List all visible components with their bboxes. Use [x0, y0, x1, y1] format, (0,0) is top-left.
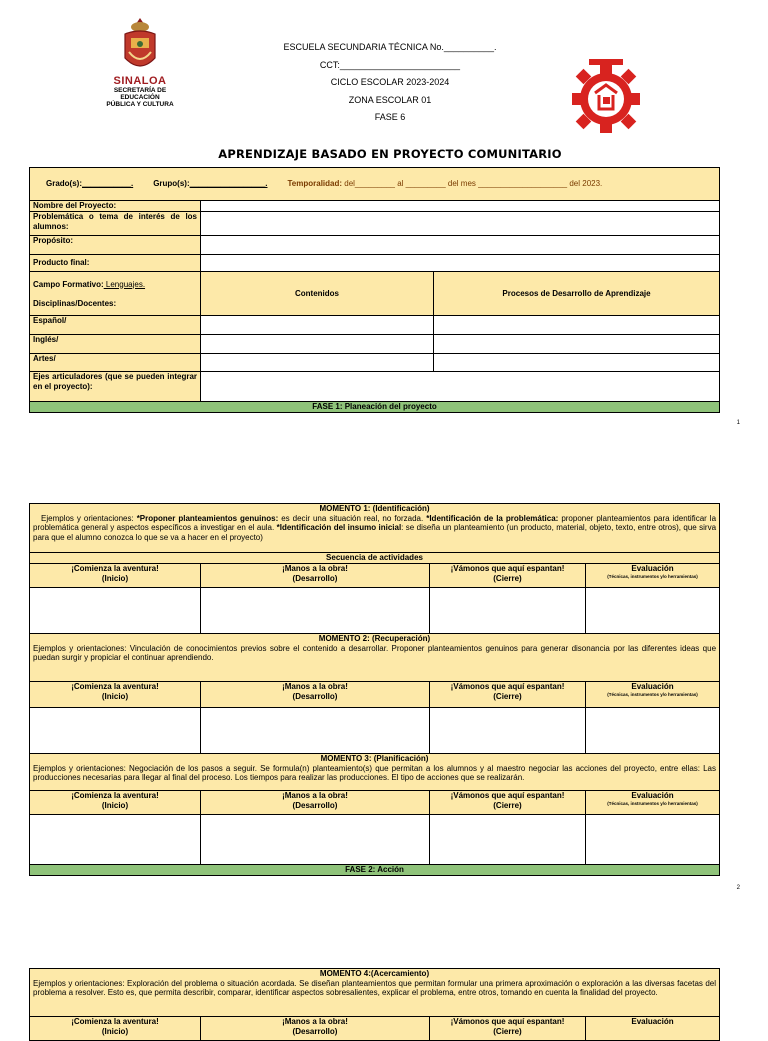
col-cierre-header: [430, 1017, 586, 1041]
fase2-bar: FASE 2: Acción: [30, 865, 720, 876]
page-number: 1: [736, 420, 740, 426]
inicio-line2: (Inicio): [101, 691, 129, 701]
page-number: 2: [736, 885, 740, 891]
col-cierre-header: [430, 564, 586, 588]
m2-desarrollo-field[interactable]: [201, 708, 430, 754]
temporalidad-label: Temporalidad:: [287, 179, 343, 189]
m1-text-4: : se diseña un planteamiento (un producto, material, objeto, texto, entre otros), que sirva para que el alumno conozca lo que se va a hacer en el proyecto): [33, 523, 717, 542]
momento4-block: [30, 969, 720, 1017]
col-desarrollo-header: [201, 1017, 430, 1041]
desarrollo-line2: (Desarrollo): [292, 800, 338, 810]
desarrollo-line1: ¡Manos a la obra!: [282, 1017, 348, 1026]
desarrollo-line1: ¡Manos a la obra!: [282, 564, 348, 573]
technical-school-gear-logo: [569, 55, 643, 139]
secuencia-header: Secuencia de actividades: [30, 553, 720, 564]
ingles-contenidos-field[interactable]: [201, 335, 434, 354]
m3-evaluacion-field[interactable]: [586, 815, 720, 865]
cierre-line1: ¡Vámonos que aquí espantan!: [450, 791, 565, 800]
desarrollo-line2: (Desarrollo): [292, 1026, 338, 1036]
momento3-block: [30, 754, 720, 791]
col-evaluacion-header: [586, 682, 720, 708]
momento4-title: MOMENTO 4:(Acercamiento): [319, 969, 430, 978]
cierre-line2: (Cierre): [493, 573, 522, 583]
momento2-text: Ejemplos y orientaciones: Vinculación de conocimientos previos sobre el contenido a desarrollar. Proponer planteamientos genuinos para generar disonancia por las diferentes ideas que puedan surgir y propiciar el continuar aprendiendo.: [33, 643, 717, 662]
grupo-label: Grupo(s):: [153, 179, 190, 189]
contenidos-header: Contenidos: [201, 272, 434, 316]
m1-text-3: proponer planteamientos para identificar la problemática general y aspectos específicos a investigar en el aula.: [33, 513, 717, 532]
disciplinas-label: Disciplinas/Docentes:: [33, 298, 117, 308]
sinaloa-logo-line3: PÚBLICA Y CULTURA: [106, 101, 174, 108]
momento2-title: MOMENTO 2: (Recuperación): [318, 634, 431, 643]
fase1-bar: FASE 1: Planeación del proyecto: [30, 402, 720, 413]
inicio-line1: ¡Comienza la aventura!: [71, 682, 159, 691]
m3-cierre-field[interactable]: [430, 815, 586, 865]
temporalidad-blanks: del_________ al _________ del mes ____________________ del 2023.: [342, 179, 603, 189]
grado-blank: ___________.: [82, 179, 134, 189]
final-product-field[interactable]: [201, 255, 720, 272]
artes-contenidos-field[interactable]: [201, 354, 434, 372]
inicio-line2: (Inicio): [101, 1026, 129, 1036]
problem-label: Problemática o tema de interés de los alumnos:: [30, 212, 201, 236]
artes-label: Artes/: [30, 354, 201, 372]
ingles-procesos-field[interactable]: [434, 335, 720, 354]
cierre-line1: ¡Vámonos que aquí espantan!: [450, 1017, 565, 1026]
m1-bold-3: *Identificación del insumo inicial: [276, 523, 402, 532]
procesos-header: Procesos de Desarrollo de Aprendizaje: [434, 272, 720, 316]
col-desarrollo-header: [201, 564, 430, 588]
grado-label: Grado(s):: [46, 179, 82, 189]
ejes-label: Ejes articuladores (que se pueden integrar en el proyecto):: [30, 372, 201, 402]
school-line: ESCUELA SECUNDARIA TÉCNICA No.__________.: [283, 42, 497, 52]
m1-bold-2: *Identificación de la problemática:: [426, 513, 559, 523]
desarrollo-line2: (Desarrollo): [292, 691, 338, 701]
grade-group-row: [30, 168, 720, 201]
espanol-procesos-field[interactable]: [434, 316, 720, 335]
momento3-title: MOMENTO 3: (Planificación): [320, 754, 429, 763]
espanol-contenidos-field[interactable]: [201, 316, 434, 335]
inicio-line2: (Inicio): [101, 800, 129, 810]
col-cierre-header: [430, 791, 586, 815]
evaluacion-subtitle: (Técnicas, instrumentos y/o herramientas): [607, 800, 698, 806]
cierre-line2: (Cierre): [493, 1026, 522, 1036]
inicio-line2: (Inicio): [101, 573, 129, 583]
m3-inicio-field[interactable]: [30, 815, 201, 865]
project-name-field[interactable]: [201, 201, 720, 212]
grupo-blank: _________________.: [189, 179, 268, 189]
page-title: APRENDIZAJE BASADO EN PROYECTO COMUNITARIO: [218, 147, 562, 161]
col-inicio-header: [30, 564, 201, 588]
m2-inicio-field[interactable]: [30, 708, 201, 754]
evaluacion-subtitle: (Técnicas, instrumentos y/o herramientas): [607, 691, 698, 697]
final-product-label: Producto final:: [30, 255, 201, 272]
phase-line: FASE 6: [374, 112, 406, 122]
espanol-label: Español/: [30, 316, 201, 335]
ingles-label: Inglés/: [30, 335, 201, 354]
campo-label: Campo Formativo:: [33, 279, 104, 289]
sinaloa-logo-line1: SECRETARÍA DE: [113, 87, 167, 94]
cierre-line2: (Cierre): [493, 691, 522, 701]
col-evaluacion-header: [586, 564, 720, 588]
momento1-block: [30, 504, 720, 553]
inicio-line1: ¡Comienza la aventura!: [71, 564, 159, 573]
artes-procesos-field[interactable]: [434, 354, 720, 372]
col-cierre-header: [430, 682, 586, 708]
col-desarrollo-header: [201, 682, 430, 708]
cycle-line: CICLO ESCOLAR 2023-2024: [330, 77, 450, 87]
ejes-field[interactable]: [201, 372, 720, 402]
project-planning-table: [29, 167, 720, 413]
sinaloa-logo-line2: EDUCACIÓN: [120, 94, 160, 101]
zone-line: ZONA ESCOLAR 01: [348, 95, 432, 105]
m1-inicio-field[interactable]: [30, 588, 201, 634]
evaluacion-line1: Evaluación: [631, 1017, 674, 1026]
m3-desarrollo-field[interactable]: [201, 815, 430, 865]
cierre-line1: ¡Vámonos que aquí espantan!: [450, 564, 565, 573]
desarrollo-line2: (Desarrollo): [292, 573, 338, 583]
m2-evaluacion-field[interactable]: [586, 708, 720, 754]
sinaloa-seal-logo: [115, 14, 165, 76]
purpose-field[interactable]: [201, 236, 720, 255]
col-inicio-header: [30, 682, 201, 708]
m1-desarrollo-field[interactable]: [201, 588, 430, 634]
moments-table: [29, 503, 720, 876]
evaluacion-line1: Evaluación: [631, 564, 674, 573]
sinaloa-logo-state: SINALOA: [113, 75, 167, 87]
m1-cierre-field[interactable]: [430, 588, 586, 634]
cct-line: CCT:________________________: [319, 60, 461, 70]
evaluacion-line1: Evaluación: [631, 791, 674, 800]
momento1-title: MOMENTO 1: (Identificación): [319, 504, 430, 513]
momento2-block: [30, 634, 720, 682]
cierre-line2: (Cierre): [493, 800, 522, 810]
momento4-text: Ejemplos y orientaciones: Exploración del problema o situación acordada. Se diseñan planteamientos que permitan formular una primera aproximación o exploración a las diversas facetas del problema a resolver. Esto es, que permita describir, comparar, identificar aspectos sobresalientes, explicar el problema, entre otros, tomando en cuenta la finalidad del proyecto.: [33, 978, 717, 997]
m1-text-1: Ejemplos y orientaciones:: [41, 513, 137, 523]
col-desarrollo-header: [201, 791, 430, 815]
project-name-label: Nombre del Proyecto:: [30, 201, 201, 212]
momento4-table: [29, 968, 720, 1041]
col-evaluacion-header: [586, 791, 720, 815]
col-evaluacion-header: [586, 1017, 720, 1041]
evaluacion-line1: Evaluación: [631, 682, 674, 691]
col-inicio-header: [30, 791, 201, 815]
desarrollo-line1: ¡Manos a la obra!: [282, 791, 348, 800]
col-inicio-header: [30, 1017, 201, 1041]
m1-text-2: es decir una situación real, no forzada.: [278, 513, 427, 523]
m1-evaluacion-field[interactable]: [586, 588, 720, 634]
evaluacion-subtitle: (Técnicas, instrumentos y/o herramientas): [607, 573, 698, 579]
campo-formativo-cell: [30, 272, 201, 316]
inicio-line1: ¡Comienza la aventura!: [71, 1017, 159, 1026]
campo-value: Lenguajes.: [103, 279, 146, 289]
m2-cierre-field[interactable]: [430, 708, 586, 754]
problem-field[interactable]: [201, 212, 720, 236]
inicio-line1: ¡Comienza la aventura!: [71, 791, 159, 800]
m1-bold-1: *Proponer planteamientos genuinos:: [136, 513, 279, 523]
purpose-label: Propósito:: [30, 236, 201, 255]
cierre-line1: ¡Vámonos que aquí espantan!: [450, 682, 565, 691]
momento3-text: Ejemplos y orientaciones: Negociación de los pasos a seguir. Se formula(n) planteamiento(s) que permitan a los alumnos y al maestro negociar las acciones del proyecto, entre ellas: Las producciones necesarias para llegar al final del proceso. Los tiempos para realizar las producciones. El tipo de acciones que se realizarán.: [33, 763, 717, 782]
desarrollo-line1: ¡Manos a la obra!: [282, 682, 348, 691]
